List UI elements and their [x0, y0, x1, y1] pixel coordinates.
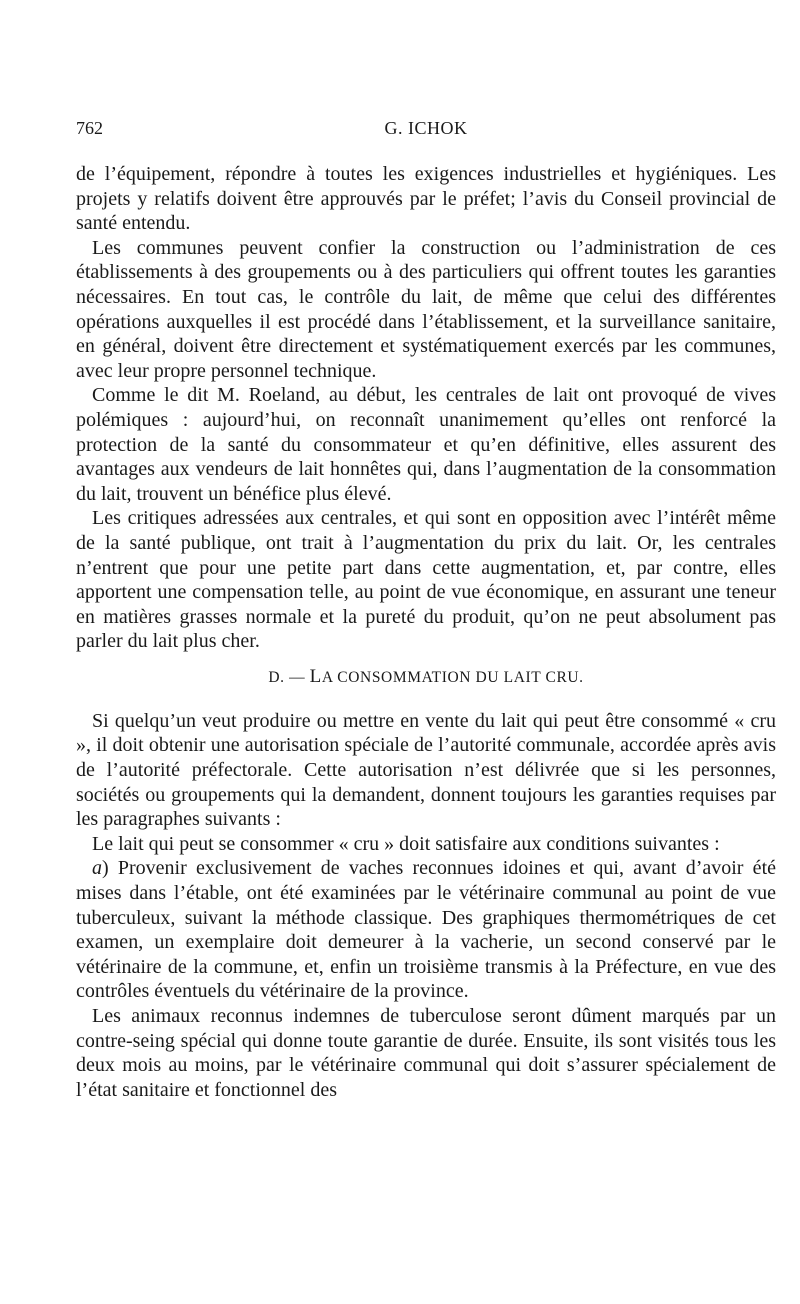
section-heading-title: A CONSOMMATION DU LAIT CRU.: [321, 668, 584, 686]
paragraph-continuation: de l’équipement, répondre à toutes les exigences industrielles et hygiéniques. Les projets y relatifs doivent être approuvés par le préfet; l’avis du Conseil provincial de santé entendu.: [76, 163, 776, 235]
section-heading: [76, 664, 776, 691]
book-page: [76, 118, 776, 1102]
paragraph: Les critiques adressées aux centrales, et qui sont en opposition avec l’intérêt même de la santé publique, ont trait à l’augmentation du prix du lait. Or, les centrales n’entrent que pour une petite part dans cette augmentation, et, par contre, elles apportent une compensation telle, au point de vue économique, en assurant une teneur en matières grasses normale et la pureté du produit, qu’on ne peut absolument pas parler du lait plus cher.: [76, 507, 776, 653]
section-body: [76, 709, 776, 1103]
page-number: 762: [76, 118, 103, 138]
paragraph: Comme le dit M. Roeland, au début, les centrales de lait ont provoqué de vives polémiques : aujourd’hui, on reconnaît unanimement qu’elles ont renforcé la protection de la santé du consommateur et qu’en définitive, elles assurent des avantages aux vendeurs de lait honnêtes qui, dans l’augmentation de la consommation du lait, trouvent un bénéfice plus élevé.: [76, 384, 776, 505]
section-heading-initial: L: [309, 665, 322, 687]
list-marker: a: [92, 857, 102, 880]
running-title: G. ICHOK: [384, 118, 468, 138]
paragraph: Le lait qui peut se consommer « cru » doit satisfaire aux conditions suivantes :: [92, 832, 720, 855]
paragraph: a) Provenir exclusivement de vaches reconnues idoines et qui, avant d’avoir été mises dans l’étable, ont été examinées par le vétérinaire communal au point de vue tuberculeux, suivant la méthode classique. Des graphiques thermométriques de cet examen, un exemplaire doit demeurer à la vacherie, un second conservé par le vétérinaire de la commune, et, enfin un troisième transmis à la Préfecture, en vue des contrôles éventuels du vétérinaire de la province.: [76, 857, 776, 1003]
body-text: [76, 162, 776, 1102]
page-header: [76, 118, 776, 144]
section-heading-prefix: D. —: [268, 668, 306, 686]
paragraph: Les communes peuvent confier la construction ou l’administration de ces établissements à des groupements ou à des particuliers qui offrent toutes les garanties nécessaires. En tout cas, le contrôle du lait, de même que celui des différentes opérations auxquelles il est procédé dans l’établissement, et la surveillance sanitaire, en général, doivent être directement et systématiquement exercés par les communes, avec leur propre personnel technique.: [76, 236, 776, 382]
paragraph: Si quelqu’un veut produire ou mettre en vente du lait qui peut être consommé « cru », il doit obtenir une autorisation spéciale de l’autorité communale, accordée après avis de l’autorité préfectorale. Cette autorisation n’est délivrée que si les personnes, sociétés ou groupements qui la demandent, donnent toujours les garanties requises par les paragraphes suivants :: [76, 709, 776, 831]
paragraph: Les animaux reconnus indemnes de tuberculose seront dûment marqués par un contre-seing spécial qui donne toute garantie de durée. Ensuite, ils sont visités tous les deux mois au moins, par le vétérinaire communal qui doit s’assurer spécialement de l’état sanitaire et fonctionnel des: [76, 1005, 776, 1101]
